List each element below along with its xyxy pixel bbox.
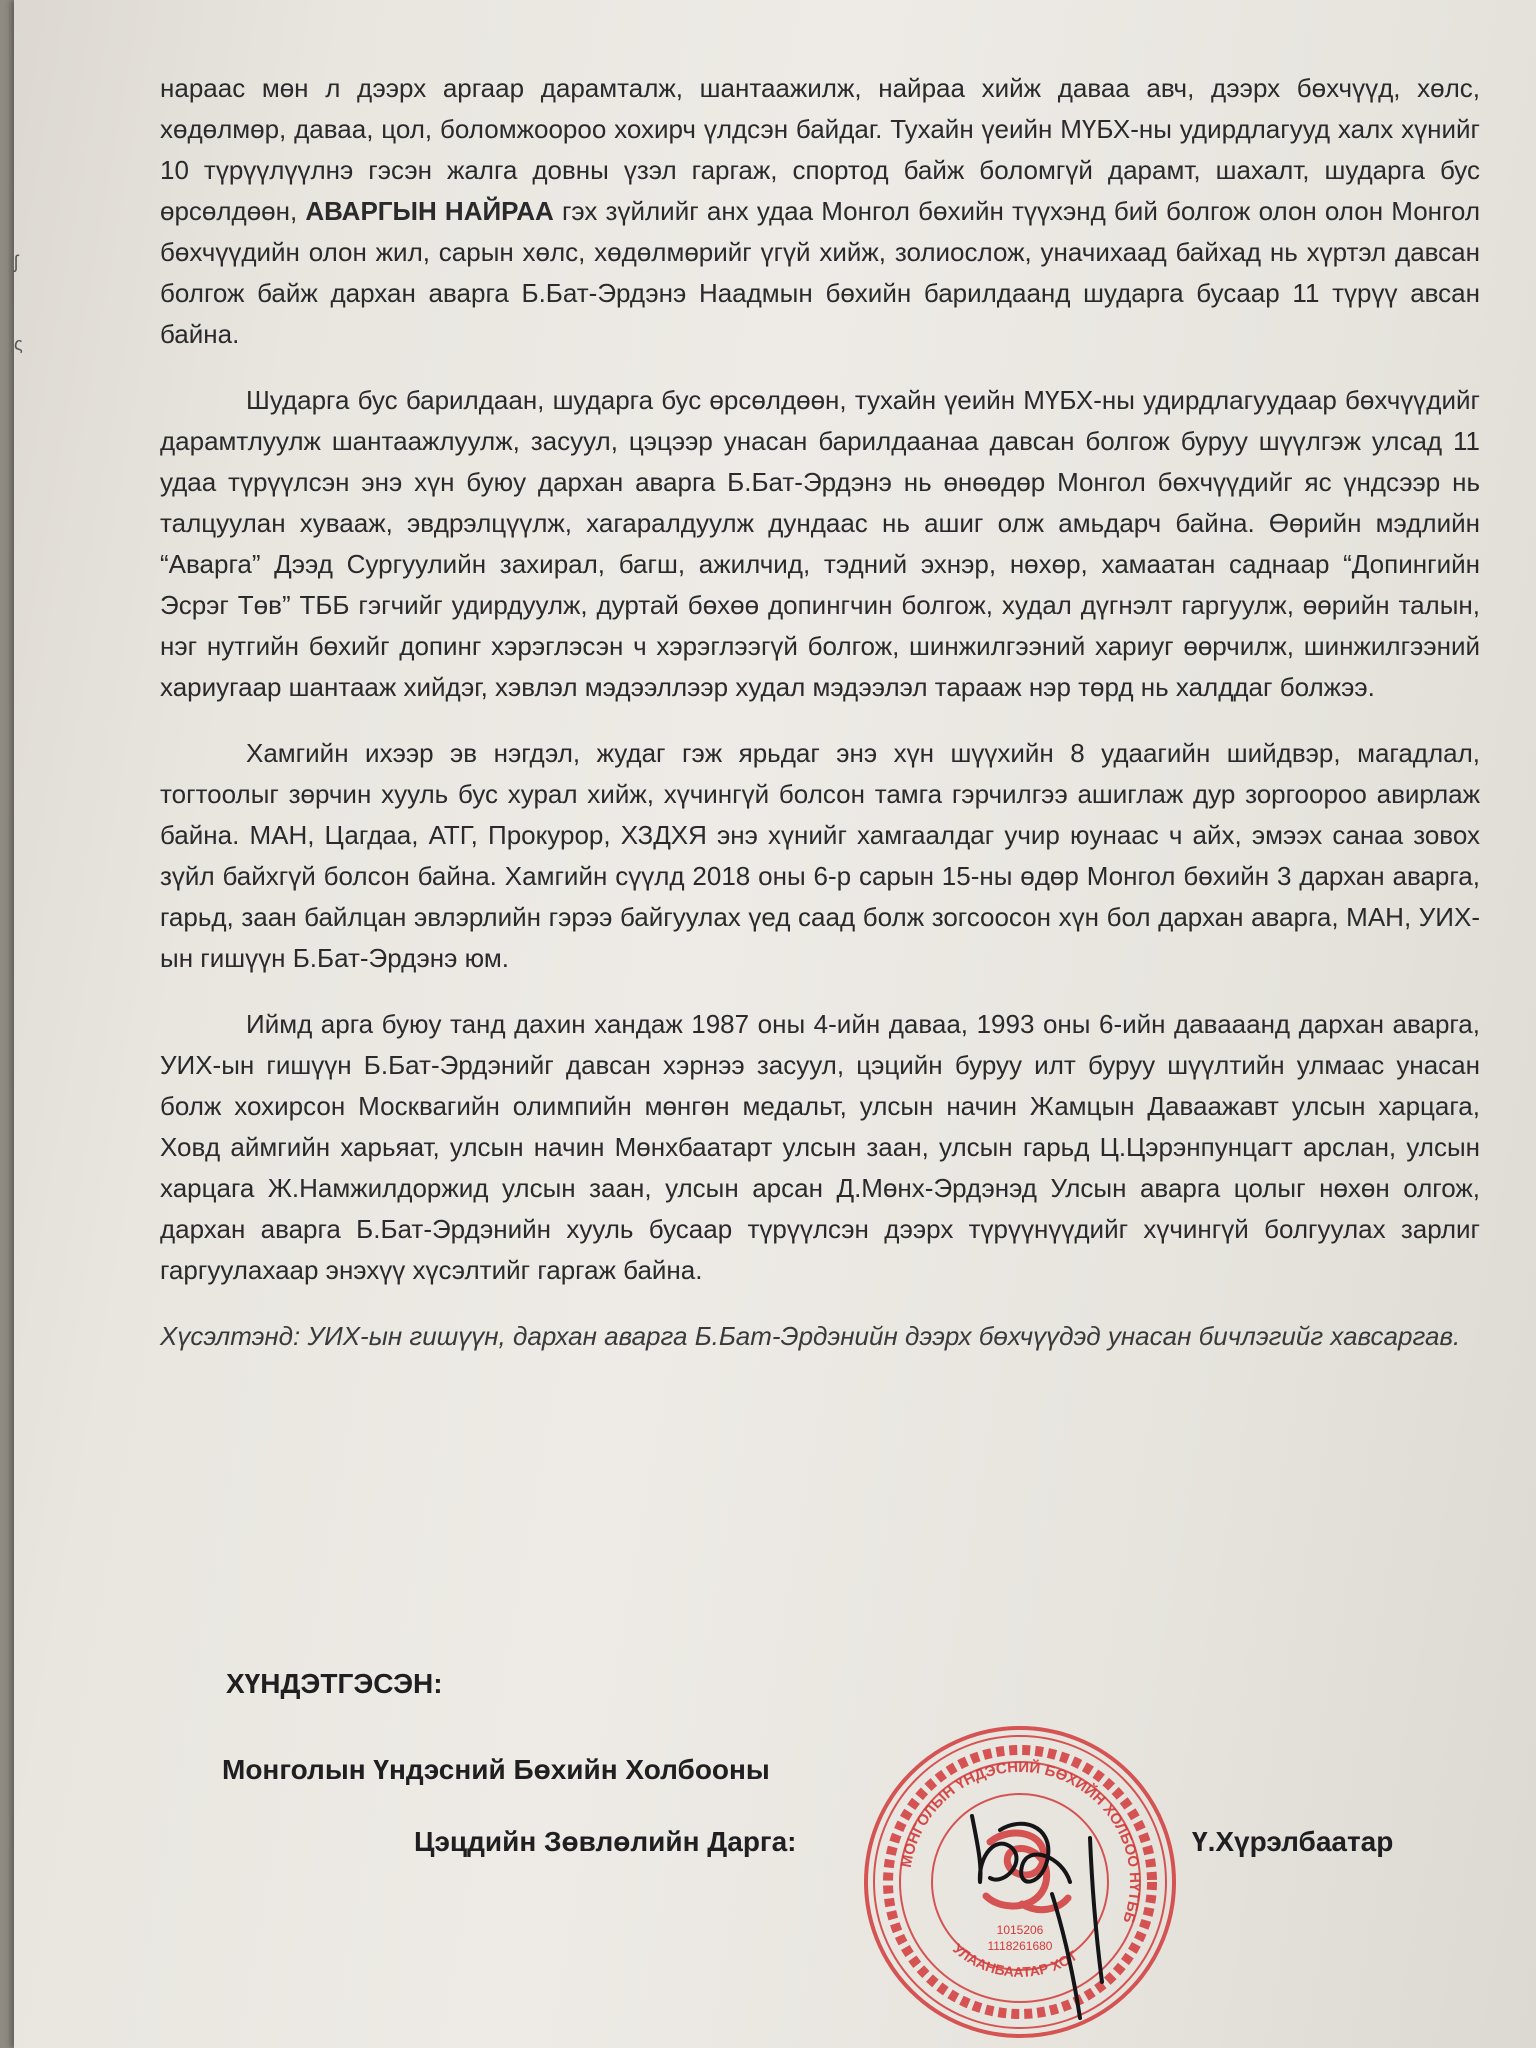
document-sheet bbox=[14, 0, 1536, 2048]
edge-mark: ʃ bbox=[14, 252, 18, 272]
stamp-number-1: 1015206 bbox=[996, 1923, 1044, 1937]
paragraph-1 bbox=[160, 68, 1480, 355]
paragraph-2: Шударга бус барилдаан, шударга бус өрсөлдөөн, тухайн үеийн МҮБХ-ны удирдлагуудаар бөхчүүдийг дарамтлуулж шантаажлуулж, засуул, цэцээр унасан барилдаанаа давсан болгож буруу шүүлгэж улсад 11 удаа түрүүлсэн энэ хүн буюу дархан аварга Б.Бат-Эрдэнэ нь өнөөдөр Монгол бөхчүүдийг яс үндсээр нь талцуулан хувааж, эвдрэлцүүлж, хагаралдуулж дундаас нь ашиг олж амьдарч байна. Өөрийн мэдлийн “Аварга” Дээд Сургуулийн захирал, багш, ажилчид, тэдний эхнэр, нөхөр, хамаатан саднаар “Допингийн Эсрэг Төв” ТББ гэгчийг удирдуулж, дуртай бөхөө допингчин болгож, худал дүгнэлт гаргуулж, өөрийн талын, нэг нутгийн бөхийг допинг хэрэглэсэн ч хэрэглээгүй болгож, шинжилгээний хариуг өөрчилж, шинжилгээний хариугаар шантааж хийдэг, хэвлэл мэдээллээр худал мэдээлэл тарааж нэр төрд нь халддаг болжээ. bbox=[160, 385, 1480, 702]
letter-body bbox=[160, 68, 1480, 1357]
paragraph-1-bold: АВАРГЫН НАЙРАА bbox=[305, 196, 554, 226]
paragraph-3: Хамгийн ихээр эв нэгдэл, жудаг гэж ярьдаг энэ хүн шүүхийн 8 удаагийн шийдвэр, магадлал, тогтоолыг зөрчин хууль бус хурал хийж, хүчингүй болсон тамга гэрчилгээ ашиглаж дур зоргоороо авирлаж байна. МАН, Цагдаа, АТГ, Прокурор, ХЗДХЯ энэ хүнийг хамгаалдаг учир юунаас ч айх, эмээх санаа зовох зүйл байхгүй болсон байна. Хамгийн сүүлд 2018 оны 6-р сарын 15-ны өдөр Монгол бөхийн 3 дархан аварга, гарьд, заан байлцан эвлэрлийн гэрээ байгуулах үед саад болж зогсоосон хүн бол дархан аварга, МАН, УИХ-ын гишүүн Б.Бат-Эрдэнэ юм. bbox=[160, 738, 1480, 973]
respectfully-label: ХҮНДЭТГЭСЭН: bbox=[226, 1668, 443, 1699]
stamp-ring-text: МОНГОЛЫН ҮНДЭСНИЙ БӨХИЙН ХОЛБОО НҮТББ bbox=[897, 1758, 1144, 1926]
stamp-number-2: 1118261680 bbox=[987, 1939, 1053, 1953]
stamp-bottom-text: УЛААНБААТАР ХОТ bbox=[950, 1940, 1081, 1980]
paragraph-1-tail: гэх зүйлийг анх удаа Монгол бөхийн түүхэнд бий болгож олон олон Монгол бөхчүүдийн олон жил, сарын хөлс, хөдөлмөрийг үгүй хийж, золиослож, уначихаад байхад нь хүртэл давсан болгож байж дархан аварга Б.Бат-Эрдэнэ Наадмын бөхийн барилдаанд шударга бусаар 11 түрүү авсан байна. bbox=[160, 196, 1480, 349]
paragraph-1-lead: нараас мөн л дээрх аргаар дарамталж, шантаажилж, найраа хийж даваа авч, дээрх бөхчүүд, хөлс, хөдөлмөр, даваа, цол, боломжоороо хохирч үлдсэн байдаг. Тухайн үеийн МҮБХ-ны удирдлагууд халх хүнийг 10 түрүүлүүлнэ гэсэн жалга довны үзэл гаргаж, спортод байж боломгүй дарамт, шахалт, шударга бус өрсөлдөөн, bbox=[160, 73, 1480, 226]
position-title: Цэцдийн Зөвлөлийн Дарга: bbox=[414, 1826, 797, 1857]
organization-name: Монголын Үндэсний Бөхийн Холбооны bbox=[222, 1754, 770, 1785]
handwritten-signature bbox=[952, 1786, 1122, 2036]
edge-mark: ς bbox=[14, 334, 23, 354]
paragraph-4: Иймд арга буюу танд дахин хандаж 1987 оны 4-ийн даваа, 1993 оны 6-ийн давааанд дархан аварга, УИХ-ын гишүүн Б.Бат-Эрдэнийг давсан хэрнээ засуул, цэцийн буруу илт буруу шүүлтийн улмаас унасан болж хохирсон Москвагийн олимпийн мөнгөн медальт, улсын начин Жамцын Даваажавт улсын харцага, Ховд аймгийн харьяат, улсын начин Мөнхбаатарт улсын заан, улсын гарьд Ц.Цэрэнпунцагт арслан, улсын харцага Ж.Намжилдоржид улсын заан, улсын арсан Д.Мөнх-Эрдэнэд Улсын аварга цолыг нөхөн олгож, дархан аварга Б.Бат-Эрдэнийн хууль бусаар түрүүлсэн дээрх түрүүнүүдийг хүчингүй болгуулах зарлиг гаргуулахаар энэхүү хүсэлтийг гаргаж байна. bbox=[160, 1009, 1480, 1285]
signer-name: Ү.Хүрэлбаатар bbox=[1192, 1826, 1394, 1857]
attachment-note: Хүсэлтэнд: УИХ-ын гишүүн, дархан аварга Б.Бат-Эрдэнийн дээрх бөхчүүдэд унасан бичлэгийг хавсаргав. bbox=[160, 1321, 1461, 1351]
